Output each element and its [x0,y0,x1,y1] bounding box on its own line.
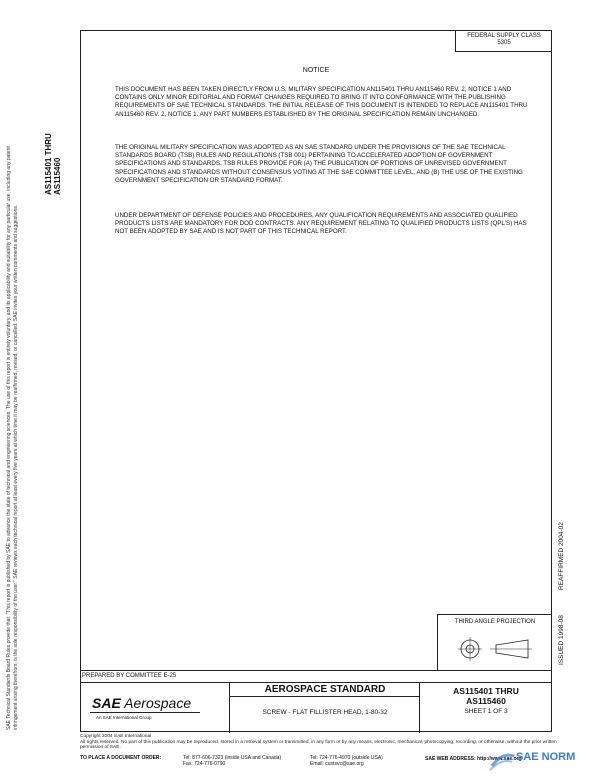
tel-us: Tel: 877-606-7323 (inside USA and Canada) [183,755,282,761]
logo-cell [80,683,230,733]
spine-line-2: AS115460 [53,157,62,195]
email-address: Email: custsvc@sae.org [310,761,364,767]
watermark-text: SAE NORM [516,751,576,763]
fax-number: Fax: 724-776-0790 [183,761,226,767]
doc-number-line-1: AS115401 THRU [453,686,519,696]
sae-norm-watermark [486,750,598,772]
notice-paragraph-2: THE ORIGINAL MILITARY SPECIFICATION WAS ADOPTED AS AN SAE STANDARD UNDER THE PROVISIONS OF THE SAE TECHNICAL STANDARDS BOARD (TSB) RULES AND REGULATIONS (TSB 001) PERTAINING TO ACCELERATED ADOPTION OF GOVERNMENT SPECIFICATIONS AND STANDARDS. TSB RULES PROVIDE FOR (A) THE PUBLICATION OF PORTIONS OF UNREVISED GOVERNMENT SPECIFICATIONS AND STANDARDS WITHOUT CONSENSUS VOTING AT THE SAE COMMITTEE LEVEL, AND (B) THE USE OF THE EXISTING GOVERNMENT SPECIFICATION OR STANDARD FORMAT. [115,144,523,184]
doc-number-cell [420,683,552,733]
order-phone-fax [183,755,281,767]
projection-box [437,614,552,670]
disclaimer-block [6,130,56,730]
notice-title: NOTICE [302,67,330,74]
standard-title: AEROSPACE STANDARD [230,683,420,697]
standard-description: SCREW - FLAT FILLISTER HEAD, 1-80-32 [262,709,388,716]
logo-sae: SAE [92,695,121,711]
sheet-number: SHEET 1 OF 3 [464,708,508,715]
rights-line: All rights reserved. No part of this publication may be reproduced, stored in a retrieval system or transmitted, in any form or by any means, electronic, mechanical, photocopying, recording, or otherwise, without the prior written permission of SAE. [80,739,557,750]
issued-date [556,605,570,665]
disclaimer-text: SAE Technical Standards Board Rules provide that: "This report is published by SAE to advance the state of technical and engineering sciences. The use of this report is entirely voluntary, and its applicability and suitability for any particular use, including any patent infringement arising therefrom, is the sole responsibility of the user." SAE reviews each technical report at least every five years at which time it may be reaffirmed, revised, or cancelled. SAE invites your written comments and suggestions. [6,146,19,730]
third-angle-projection-icon [456,633,536,665]
notice-paragraph-1: THIS DOCUMENT HAS BEEN TAKEN DIRECTLY FROM U.S. MILITARY SPECIFICATION AN115401 THRU AN115460 REV. 2, NOTICE 1 AND CONTAINS ONLY MINOR EDITORIAL AND FORMAT CHANGES REQUIRED TO BRING IT INTO CONFORMANCE WITH THE PUBLISHING REQUIREMENTS OF SAE TECHNICAL STANDARDS. THE INITIAL RELEASE OF THIS DOCUMENT IS INTENDED TO REPLACE AN115401 THRU AN115460 REV. 2, NOTICE 1. ANY PART NUMBERS ESTABLISHED BY THE ORIGINAL SPECIFICATION REMAIN UNCHANGED. [115,86,528,118]
sae-norm-logo-icon [488,750,516,772]
logo-underline [90,712,200,713]
web-address: SAE WEB ADDRESS: http://www.sae.org [425,756,522,762]
notice-paragraph-3: UNDER DEPARTMENT OF DEFENSE POLICIES AND PROCEDURES, ANY QUALIFICATION REQUIREMENTS AND ASSOCIATED QUALIFIED PRODUCTS LISTS ARE MANDATORY FOR DOD CONTRACTS. ANY REQUIREMENT RELATING TO QUALIFIED PRODUCTS LISTS (QPL'S) HAS NOT BEEN ADOPTED BY SAE AND IS NOT PART OF THIS TECHNICAL REPORT. [115,212,527,236]
supply-class-number: 5305 [497,40,511,46]
reaffirmed-date-text: REAFFIRMED 2004-02 [558,522,565,590]
supply-class-label: FEDERAL SUPPLY CLASS [467,33,541,39]
order-intl-email [310,755,383,767]
doc-number-line-2: AS115460 [466,696,506,706]
prepared-by: PREPARED BY COMMITTEE E-25 [80,670,552,682]
reaffirmed-date [556,470,570,590]
copyright-line: Copyright 2004 SAE International [80,734,152,739]
standard-cell [230,683,420,733]
spine-line-1: AS115401 THRU [44,133,53,195]
logo-subtitle: An SAE International Group [96,715,152,720]
tel-intl: Tel: 724-776-4970 (outside USA) [310,755,383,761]
sae-aerospace-logo [92,695,191,711]
footer-copyright [80,734,580,751]
projection-label: THIRD ANGLE PROJECTION [454,619,536,625]
logo-aerospace: Aerospace [124,695,192,711]
title-block [80,682,552,732]
supply-class-box [455,30,552,52]
issued-date-text: ISSUED 1998-08 [558,615,565,665]
order-label: TO PLACE A DOCUMENT ORDER: [80,755,162,761]
